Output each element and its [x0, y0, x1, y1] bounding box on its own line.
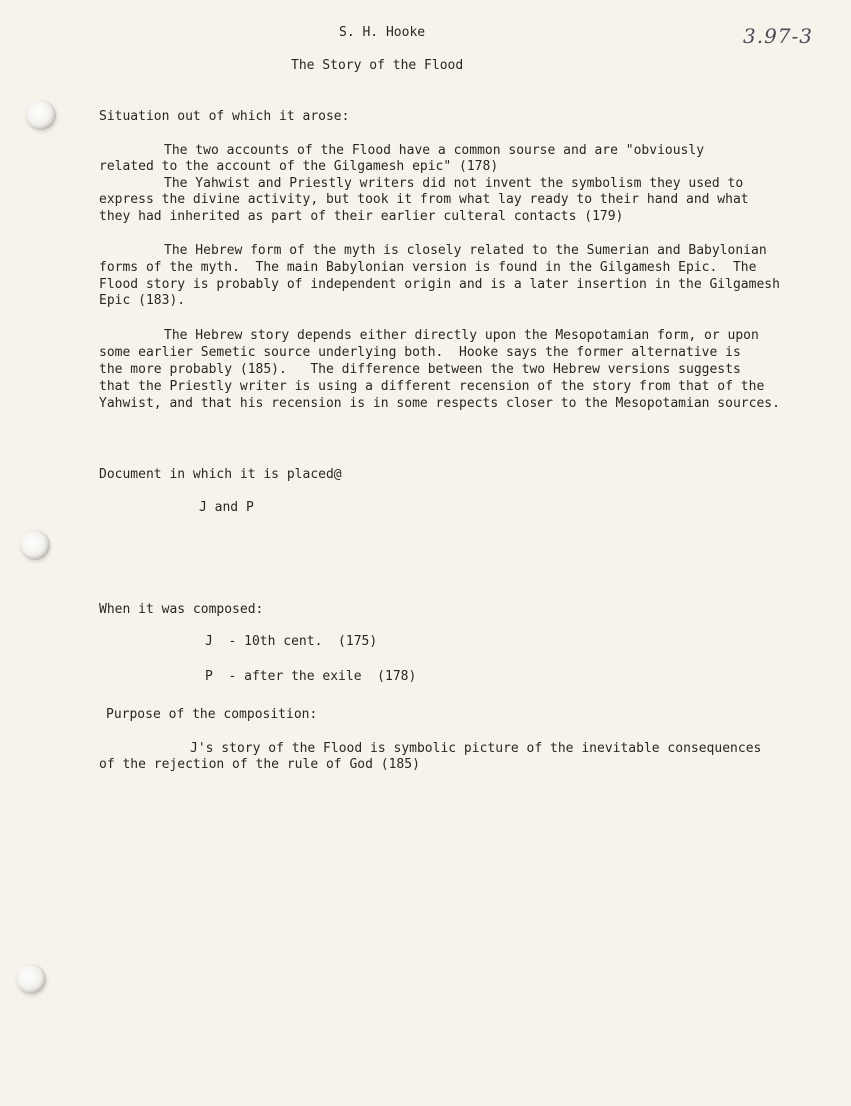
- composed-j: J - 10th cent. (175): [205, 634, 378, 649]
- page-title: The Story of the Flood: [291, 58, 464, 73]
- situation-paragraph-3-line-2: forms of the myth. The main Babylonian version is found in the Gilgamesh Epic. The: [99, 260, 757, 275]
- situation-paragraph-4-line-3: the more probably (185). The difference between the two Hebrew versions suggests: [99, 362, 741, 377]
- handwritten-reference: 3.97-3: [742, 24, 813, 48]
- situation-heading: Situation out of which it arose:: [99, 109, 350, 124]
- situation-paragraph-2-line-3: they had inherited as part of their earlier culteral contacts (179): [99, 209, 624, 224]
- punch-hole-middle: [20, 530, 50, 560]
- document-value: J and P: [199, 500, 254, 515]
- purpose-line-2: of the rejection of the rule of God (185): [99, 757, 420, 772]
- punch-hole-top: [26, 100, 56, 130]
- situation-paragraph-2-line-1: The Yahwist and Priestly writers did not invent the symbolism they used to: [164, 176, 744, 191]
- composed-heading: When it was composed:: [99, 602, 264, 617]
- author-line: S. H. Hooke: [339, 25, 426, 40]
- situation-paragraph-4-line-2: some earlier Semetic source underlying both. Hooke says the former alternative is: [99, 345, 741, 360]
- situation-paragraph-4-line-4: that the Priestly writer is using a different recension of the story from that of the: [99, 379, 765, 394]
- situation-paragraph-4-line-5: Yahwist, and that his recension is in some respects closer to the Mesopotamian sources.: [99, 396, 780, 411]
- purpose-heading: Purpose of the composition:: [106, 707, 318, 722]
- situation-paragraph-1-line-1: The two accounts of the Flood have a common sourse and are "obviously: [164, 143, 705, 158]
- situation-paragraph-3-line-3: Flood story is probably of independent origin and is a later insertion in the Gilgamesh: [99, 277, 780, 292]
- purpose-line-1: J's story of the Flood is symbolic picture of the inevitable consequences: [190, 741, 762, 756]
- situation-paragraph-4-line-1: The Hebrew story depends either directly upon the Mesopotamian form, or upon: [164, 328, 759, 343]
- situation-paragraph-2-line-2: express the divine activity, but took it from what lay ready to their hand and what: [99, 192, 749, 207]
- punch-hole-bottom: [16, 964, 46, 994]
- document-heading: Document in which it is placed@: [99, 467, 342, 482]
- situation-paragraph-3-line-1: The Hebrew form of the myth is closely related to the Sumerian and Babylonian: [164, 243, 767, 258]
- situation-paragraph-3-line-4: Epic (183).: [99, 293, 186, 308]
- composed-p: P - after the exile (178): [205, 669, 417, 684]
- situation-paragraph-1-line-2: related to the account of the Gilgamesh epic" (178): [99, 159, 499, 174]
